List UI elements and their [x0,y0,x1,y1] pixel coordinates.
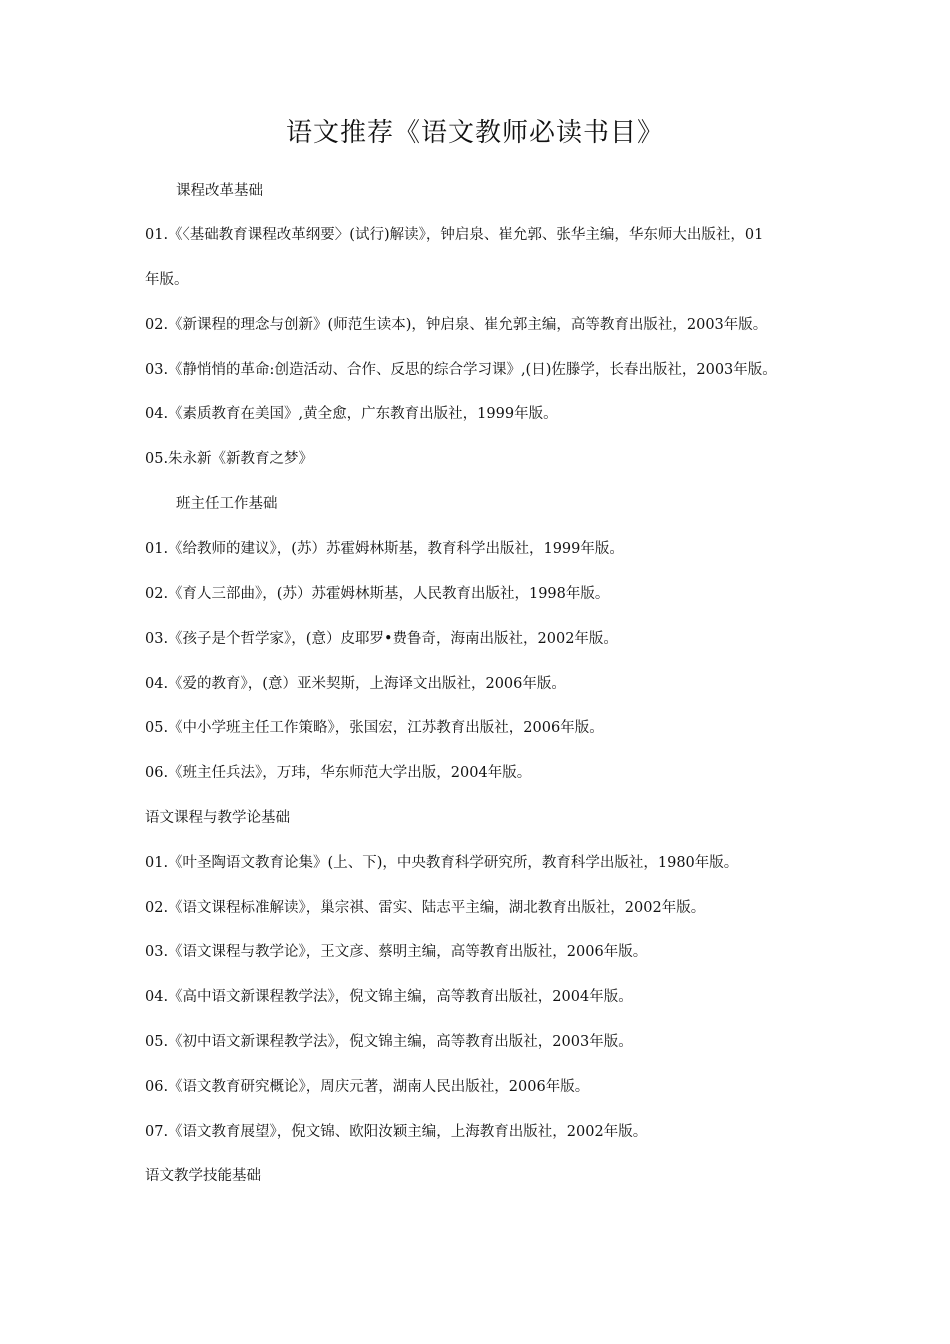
section-heading-curriculum-reform: 课程改革基础 [176,183,263,199]
list-item: 05.《中小学班主任工作策略》，张国宏，江苏教育出版社，2006年版。 [145,720,604,736]
list-item-continuation: 年版。 [145,272,189,288]
section-heading-chinese-pedagogy: 语文课程与教学论基础 [145,810,290,826]
list-item: 06.《语文教育研究概论》，周庆元著，湖南人民出版社，2006年版。 [145,1079,590,1095]
list-item: 06.《班主任兵法》，万玮，华东师范大学出版，2004年版。 [145,765,532,781]
list-item: 04.《爱的教育》，(意）亚米契斯，上海译文出版社，2006年版。 [145,676,566,692]
list-item: 05.《初中语文新课程教学法》，倪文锦主编，高等教育出版社，2003年版。 [145,1034,633,1050]
list-item: 01.《给教师的建议》，(苏）苏霍姆林斯基，教育科学出版社，1999年版。 [145,541,624,557]
list-item: 02.《育人三部曲》，(苏）苏霍姆林斯基，人民教育出版社，1998年版。 [145,586,610,602]
list-item: 01.《〈基础教育课程改革纲要〉(试行)解读》，钟启泉、崔允郭、张华主编，华东师大出版社，01 [145,227,764,243]
section-heading-teaching-skills: 语文教学技能基础 [145,1168,261,1184]
list-item: 04.《高中语文新课程教学法》，倪文锦主编，高等教育出版社，2004年版。 [145,989,633,1005]
list-item: 03.《孩子是个哲学家》，(意）皮耶罗•费鲁奇，海南出版社，2002年版。 [145,631,618,647]
list-item: 05.朱永新《新教育之梦》 [145,451,314,467]
section-heading-class-teacher: 班主任工作基础 [176,496,278,512]
list-item: 02.《语文课程标准解读》，巢宗祺、雷实、陆志平主编，湖北教育出版社，2002年版。 [145,900,706,916]
document-title: 语文推荐《语文教师必读书目》 [285,118,664,148]
list-item: 04.《素质教育在美国》,黄全愈，广东教育出版社，1999年版。 [145,406,558,422]
list-item: 03.《静悄悄的革命:创造活动、合作、反思的综合学习课》,(日)佐滕学，长春出版社，2003年版。 [145,362,777,378]
list-item: 03.《语文课程与教学论》，王文彦、蔡明主编，高等教育出版社，2006年版。 [145,944,648,960]
list-item: 01.《叶圣陶语文教育论集》(上、下)，中央教育科学研究所，教育科学出版社，1980年版。 [145,855,739,871]
list-item: 02.《新课程的理念与创新》(师范生读本)，钟启泉、崔允郭主编，高等教育出版社，2003年版。 [145,317,768,333]
list-item: 07.《语文教育展望》，倪文锦、欧阳汝颖主编，上海教育出版社，2002年版。 [145,1124,648,1140]
